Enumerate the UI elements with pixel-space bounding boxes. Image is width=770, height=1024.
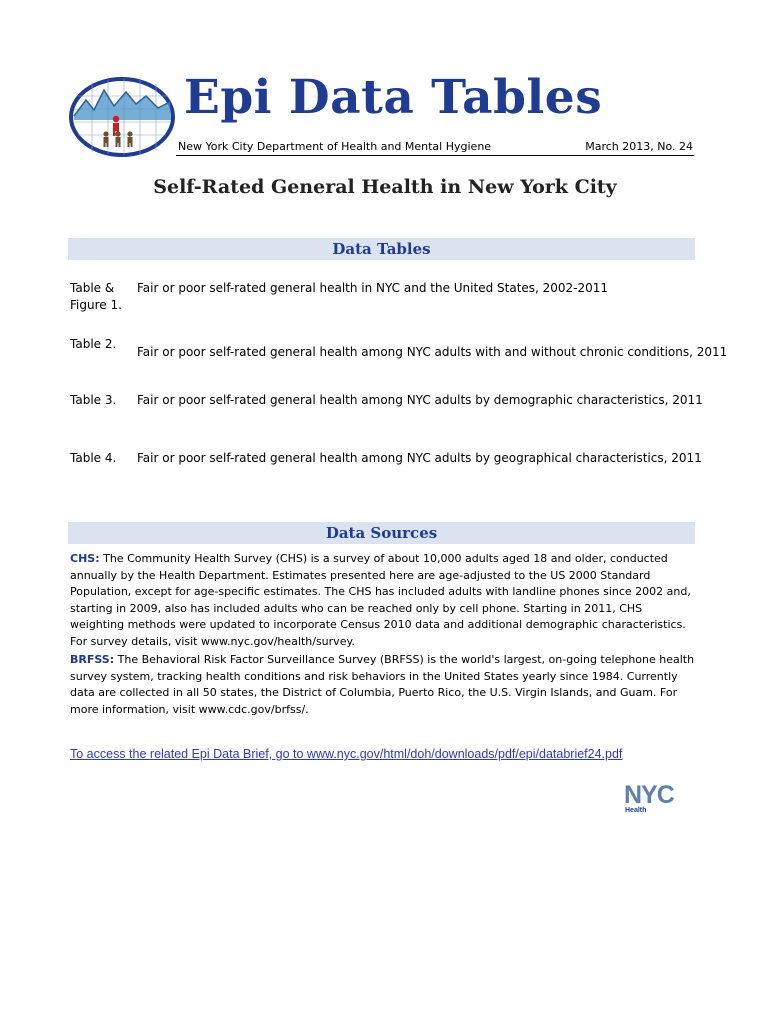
publication-title: Epi Data Tables bbox=[184, 70, 603, 125]
issue-date: March 2013, No. 24 bbox=[585, 140, 693, 153]
table-4-label: Table 4. bbox=[70, 451, 117, 465]
header-divider bbox=[176, 155, 694, 156]
table-3-label: Table 3. bbox=[70, 393, 117, 407]
epi-logo-icon bbox=[68, 76, 176, 158]
chs-key: CHS: bbox=[70, 552, 100, 565]
nyc-logo-subtext: Health bbox=[625, 807, 647, 814]
table-1-label: Table & Figure 1. bbox=[70, 281, 122, 312]
table-4-description: Fair or poor self-rated general health among NYC adults by geographical characteristics, 2011 bbox=[137, 451, 702, 465]
nyc-logo-text: NYC bbox=[624, 781, 674, 809]
table-1-description: Fair or poor self-rated general health in NYC and the United States, 2002-2011 bbox=[137, 281, 609, 295]
table-3-description: Fair or poor self-rated general health among NYC adults by demographic characteristics, 2011 bbox=[137, 393, 703, 407]
chs-paragraph bbox=[70, 551, 695, 651]
nyc-health-logo bbox=[624, 783, 696, 813]
brfss-paragraph bbox=[70, 652, 695, 718]
epi-data-brief-link[interactable]: To access the related Epi Data Brief, go to www.nyc.gov/html/doh/downloads/pdf/epi/databrief24.pdf bbox=[70, 747, 623, 761]
data-tables-heading: Data Tables bbox=[68, 238, 695, 260]
table-2-label: Table 2. bbox=[70, 337, 117, 351]
department-name: New York City Department of Health and Mental Hygiene bbox=[178, 140, 492, 153]
table-2-description: Fair or poor self-rated general health among NYC adults with and without chronic conditions, 2011 bbox=[137, 345, 728, 359]
brfss-key: BRFSS: bbox=[70, 653, 115, 666]
brfss-text: The Behavioral Risk Factor Surveillance Survey (BRFSS) is the world's largest, on-going telephone health survey system, tracking health conditions and risk behaviors in the United States yearly since 1984. Currently data are collected in all 50 states, the District of Columbia, Puerto Rico, the U.S. Virgin Islands, and Guam. For more information, visit www.cdc.gov/brfss/. bbox=[70, 653, 695, 716]
data-sources-heading: Data Sources bbox=[68, 522, 695, 544]
document-title: Self-Rated General Health in New York City bbox=[153, 176, 617, 198]
chs-text: The Community Health Survey (CHS) is a survey of about 10,000 adults aged 18 and older, conducted annually by the Health Department. Estimates presented here are age-adjusted to the US 2000 Standard Population, except for age-specific estimates. The CHS has included adults with landline phones since 2002 and, starting in 2009, also has included adults who can be reached only by cell phone. Starting in 2011, CHS weighting methods were updated to incorporate Census 2010 data and additional demographic characteristics. For survey details, visit www.nyc.gov/health/survey. bbox=[70, 552, 691, 648]
